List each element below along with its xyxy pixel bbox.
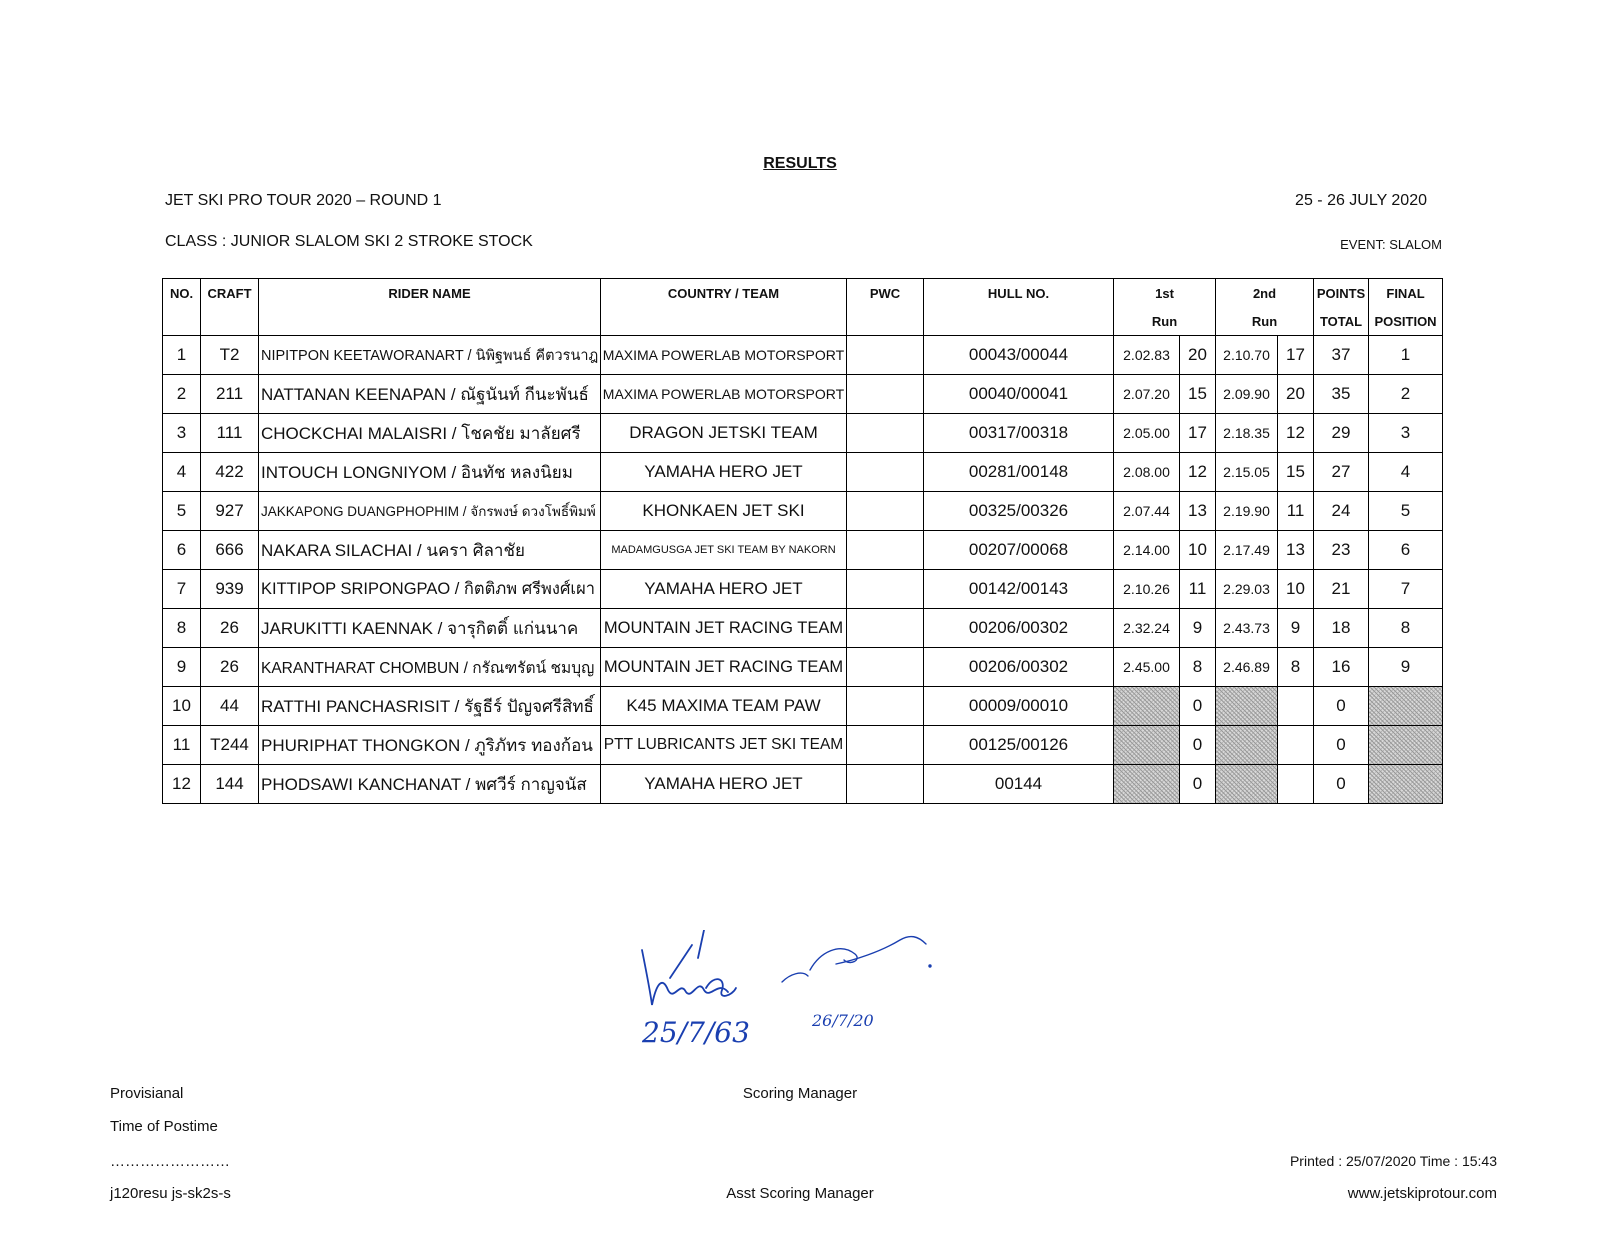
- cell-run1-points: 0: [1180, 726, 1216, 765]
- cell-no: 5: [163, 492, 201, 531]
- table-row: [163, 648, 1443, 687]
- table-row: [163, 570, 1443, 609]
- cell-hull-no: 00207/00068: [924, 531, 1114, 570]
- cell-run1-points: 15: [1180, 375, 1216, 414]
- cell-points-total: 35: [1314, 375, 1369, 414]
- results-table: [162, 278, 1443, 804]
- cell-pwc: [847, 726, 924, 765]
- cell-hull-no: 00125/00126: [924, 726, 1114, 765]
- cell-run2-time: [1216, 726, 1278, 765]
- cell-pwc: [847, 453, 924, 492]
- cell-final-position: 3: [1369, 414, 1443, 453]
- cell-craft: 44: [201, 687, 259, 726]
- cell-run2-points: 13: [1278, 531, 1314, 570]
- cell-country-team: YAMAHA HERO JET: [601, 453, 847, 492]
- header-final: FINAL: [1369, 279, 1443, 308]
- document-code: j120resu js-sk2s-s: [110, 1185, 231, 1202]
- cell-rider-name: JAKKAPONG DUANGPHOPHIM / จักรพงษ์ ดวงโพธิ์พิมพ์: [259, 492, 601, 531]
- cell-craft: T2: [201, 336, 259, 375]
- header-run2-sub: Run: [1216, 307, 1314, 336]
- cell-points-total: 21: [1314, 570, 1369, 609]
- cell-run1-points: 13: [1180, 492, 1216, 531]
- cell-run1-points: 10: [1180, 531, 1216, 570]
- cell-run2-points: 11: [1278, 492, 1314, 531]
- cell-run1-time: 2.07.44: [1114, 492, 1180, 531]
- cell-rider-name: PHODSAWI KANCHANAT / พศวีร์ กาญจนัส: [259, 765, 601, 804]
- cell-run1-time: 2.45.00: [1114, 648, 1180, 687]
- cell-rider-name: INTOUCH LONGNIYOM / อินทัช หลงนิยม: [259, 453, 601, 492]
- header-run2: 2nd: [1216, 279, 1314, 308]
- cell-run1-time: 2.10.26: [1114, 570, 1180, 609]
- cell-rider-name: NAKARA SILACHAI / นครา ศิลาชัย: [259, 531, 601, 570]
- cell-craft: 666: [201, 531, 259, 570]
- cell-hull-no: 00281/00148: [924, 453, 1114, 492]
- cell-run2-time: 2.29.03: [1216, 570, 1278, 609]
- cell-run2-time: 2.43.73: [1216, 609, 1278, 648]
- cell-no: 2: [163, 375, 201, 414]
- cell-run2-points: [1278, 765, 1314, 804]
- header-pwc: PWC: [847, 279, 924, 336]
- cell-run1-points: 11: [1180, 570, 1216, 609]
- cell-run1-time: 2.05.00: [1114, 414, 1180, 453]
- cell-craft: 111: [201, 414, 259, 453]
- header-points: POINTS: [1314, 279, 1369, 308]
- table-row: [163, 453, 1443, 492]
- table-row: [163, 531, 1443, 570]
- event-date: 25 - 26 JULY 2020: [1295, 192, 1427, 209]
- cell-rider-name: NIPITPON KEETAWORANART / นิพิฐพนธ์ คีตวรนาฎ: [259, 336, 601, 375]
- cell-run1-time: [1114, 726, 1180, 765]
- cell-rider-name: KARANTHARAT CHOMBUN / กรัณฑรัตน์ ชมบุญ: [259, 648, 601, 687]
- cell-hull-no: 00142/00143: [924, 570, 1114, 609]
- cell-run1-points: 8: [1180, 648, 1216, 687]
- cell-hull-no: 00206/00302: [924, 648, 1114, 687]
- scoring-manager-label: Scoring Manager: [742, 1085, 858, 1102]
- cell-no: 7: [163, 570, 201, 609]
- table-row: [163, 375, 1443, 414]
- cell-final-position: 7: [1369, 570, 1443, 609]
- cell-points-total: 0: [1314, 726, 1369, 765]
- cell-craft: 211: [201, 375, 259, 414]
- cell-final-position: [1369, 765, 1443, 804]
- cell-run1-time: 2.02.83: [1114, 336, 1180, 375]
- cell-final-position: 4: [1369, 453, 1443, 492]
- cell-run2-points: 8: [1278, 648, 1314, 687]
- cell-rider-name: CHOCKCHAI MALAISRI / โชคชัย มาลัยศรี: [259, 414, 601, 453]
- cell-run2-time: [1216, 765, 1278, 804]
- printed-timestamp: Printed : 25/07/2020 Time : 15:43: [1289, 1153, 1497, 1169]
- header-run1: 1st: [1114, 279, 1216, 308]
- cell-run2-points: 17: [1278, 336, 1314, 375]
- cell-run2-time: 2.15.05: [1216, 453, 1278, 492]
- cell-pwc: [847, 492, 924, 531]
- cell-pwc: [847, 765, 924, 804]
- cell-points-total: 37: [1314, 336, 1369, 375]
- cell-points-total: 29: [1314, 414, 1369, 453]
- class-line: CLASS : JUNIOR SLALOM SKI 2 STROKE STOCK: [165, 233, 533, 250]
- cell-hull-no: 00040/00041: [924, 375, 1114, 414]
- cell-no: 6: [163, 531, 201, 570]
- signature-date-2: 26/7/20: [812, 1011, 874, 1030]
- cell-points-total: 18: [1314, 609, 1369, 648]
- cell-run2-time: 2.19.90: [1216, 492, 1278, 531]
- cell-run1-time: 2.14.00: [1114, 531, 1180, 570]
- cell-run1-points: 0: [1180, 765, 1216, 804]
- header-no: NO.: [163, 279, 201, 336]
- signatures: [640, 930, 960, 1080]
- cell-run1-time: [1114, 687, 1180, 726]
- header-hull-no: HULL NO.: [924, 279, 1114, 336]
- cell-run2-points: 12: [1278, 414, 1314, 453]
- table-row: [163, 492, 1443, 531]
- cell-run1-points: 12: [1180, 453, 1216, 492]
- table-header: [163, 279, 1443, 336]
- header-points-sub: TOTAL: [1314, 307, 1369, 336]
- cell-points-total: 16: [1314, 648, 1369, 687]
- time-of-postime-label: Time of Postime: [110, 1118, 218, 1135]
- cell-craft: 939: [201, 570, 259, 609]
- cell-hull-no: 00009/00010: [924, 687, 1114, 726]
- cell-no: 8: [163, 609, 201, 648]
- cell-run1-points: 0: [1180, 687, 1216, 726]
- table-row: [163, 765, 1443, 804]
- cell-run2-points: 10: [1278, 570, 1314, 609]
- cell-hull-no: 00043/00044: [924, 336, 1114, 375]
- table-row: [163, 336, 1443, 375]
- signature-scoring-manager: [642, 930, 736, 1005]
- website-url: www.jetskiprotour.com: [1347, 1185, 1497, 1202]
- cell-hull-no: 00317/00318: [924, 414, 1114, 453]
- cell-craft: 26: [201, 648, 259, 687]
- cell-run1-points: 17: [1180, 414, 1216, 453]
- cell-run2-points: 15: [1278, 453, 1314, 492]
- table-body: [163, 336, 1443, 804]
- cell-craft: 26: [201, 609, 259, 648]
- cell-points-total: 27: [1314, 453, 1369, 492]
- cell-run2-time: 2.10.70: [1216, 336, 1278, 375]
- cell-rider-name: RATTHI PANCHASRISIT / รัฐธีร์ ปัญจศรีสิทธิ์: [259, 687, 601, 726]
- cell-run2-time: 2.09.90: [1216, 375, 1278, 414]
- cell-final-position: 8: [1369, 609, 1443, 648]
- cell-craft: 422: [201, 453, 259, 492]
- cell-country-team: YAMAHA HERO JET: [601, 765, 847, 804]
- cell-country-team: MAXIMA POWERLAB MOTORSPORT: [601, 375, 847, 414]
- cell-final-position: [1369, 687, 1443, 726]
- cell-pwc: [847, 531, 924, 570]
- header-final-sub: POSITION: [1369, 307, 1443, 336]
- cell-final-position: 6: [1369, 531, 1443, 570]
- cell-run2-time: [1216, 687, 1278, 726]
- cell-run2-time: 2.17.49: [1216, 531, 1278, 570]
- cell-craft: 144: [201, 765, 259, 804]
- header-rider-name: RIDER NAME: [259, 279, 601, 336]
- cell-run2-points: [1278, 726, 1314, 765]
- cell-run1-points: 9: [1180, 609, 1216, 648]
- cell-points-total: 0: [1314, 687, 1369, 726]
- cell-pwc: [847, 687, 924, 726]
- cell-rider-name: PHURIPHAT THONGKON / ภูริภัทร ทองก้อน: [259, 726, 601, 765]
- time-of-postime-blank: ……………………: [110, 1153, 230, 1170]
- cell-craft: T244: [201, 726, 259, 765]
- cell-country-team: PTT LUBRICANTS JET SKI TEAM: [601, 726, 847, 765]
- cell-craft: 927: [201, 492, 259, 531]
- cell-final-position: 9: [1369, 648, 1443, 687]
- signature-date-1: 25/7/63: [642, 1016, 750, 1049]
- cell-country-team: MOUNTAIN JET RACING TEAM: [601, 648, 847, 687]
- table-row: [163, 609, 1443, 648]
- cell-final-position: 1: [1369, 336, 1443, 375]
- cell-no: 11: [163, 726, 201, 765]
- cell-hull-no: 00325/00326: [924, 492, 1114, 531]
- cell-country-team: DRAGON JETSKI TEAM: [601, 414, 847, 453]
- cell-run1-points: 20: [1180, 336, 1216, 375]
- cell-no: 3: [163, 414, 201, 453]
- cell-run2-points: 20: [1278, 375, 1314, 414]
- cell-pwc: [847, 648, 924, 687]
- table-row: [163, 687, 1443, 726]
- cell-run1-time: 2.32.24: [1114, 609, 1180, 648]
- cell-pwc: [847, 570, 924, 609]
- cell-final-position: 2: [1369, 375, 1443, 414]
- cell-run1-time: 2.08.00: [1114, 453, 1180, 492]
- header-run1-sub: Run: [1114, 307, 1216, 336]
- cell-country-team: KHONKAEN JET SKI: [601, 492, 847, 531]
- cell-pwc: [847, 375, 924, 414]
- page-title: RESULTS: [763, 155, 837, 172]
- table-row: [163, 726, 1443, 765]
- header-craft: CRAFT: [201, 279, 259, 336]
- cell-no: 4: [163, 453, 201, 492]
- cell-run1-time: 2.07.20: [1114, 375, 1180, 414]
- cell-rider-name: KITTIPOP SRIPONGPAO / กิตติภพ ศรีพงศ์เผา: [259, 570, 601, 609]
- cell-no: 12: [163, 765, 201, 804]
- cell-run1-time: [1114, 765, 1180, 804]
- cell-run2-time: 2.18.35: [1216, 414, 1278, 453]
- cell-no: 9: [163, 648, 201, 687]
- cell-rider-name: JARUKITTI KAENNAK / จารุกิตติ์ แก่นนาค: [259, 609, 601, 648]
- cell-hull-no: 00206/00302: [924, 609, 1114, 648]
- cell-country-team: YAMAHA HERO JET: [601, 570, 847, 609]
- event-name: JET SKI PRO TOUR 2020 – ROUND 1: [165, 192, 442, 209]
- cell-hull-no: 00144: [924, 765, 1114, 804]
- header-country-team: COUNTRY / TEAM: [601, 279, 847, 336]
- cell-no: 1: [163, 336, 201, 375]
- cell-pwc: [847, 609, 924, 648]
- cell-country-team: MADAMGUSGA JET SKI TEAM BY NAKORN: [601, 531, 847, 570]
- provisional-label: Provisianal: [110, 1085, 184, 1102]
- cell-points-total: 0: [1314, 765, 1369, 804]
- cell-country-team: K45 MAXIMA TEAM PAW: [601, 687, 847, 726]
- cell-final-position: [1369, 726, 1443, 765]
- cell-country-team: MOUNTAIN JET RACING TEAM: [601, 609, 847, 648]
- table-row: [163, 414, 1443, 453]
- cell-pwc: [847, 336, 924, 375]
- cell-run2-time: 2.46.89: [1216, 648, 1278, 687]
- cell-rider-name: NATTANAN KEENAPAN / ณัฐนันท์ กีนะพันธ์: [259, 375, 601, 414]
- cell-points-total: 24: [1314, 492, 1369, 531]
- signature-asst-scoring-manager: [782, 937, 931, 982]
- cell-run2-points: 9: [1278, 609, 1314, 648]
- cell-no: 10: [163, 687, 201, 726]
- cell-final-position: 5: [1369, 492, 1443, 531]
- event-type: EVENT: SLALOM: [1340, 237, 1442, 252]
- cell-pwc: [847, 414, 924, 453]
- cell-points-total: 23: [1314, 531, 1369, 570]
- cell-run2-points: [1278, 687, 1314, 726]
- asst-scoring-manager-label: Asst Scoring Manager: [726, 1185, 874, 1202]
- cell-country-team: MAXIMA POWERLAB MOTORSPORT: [601, 336, 847, 375]
